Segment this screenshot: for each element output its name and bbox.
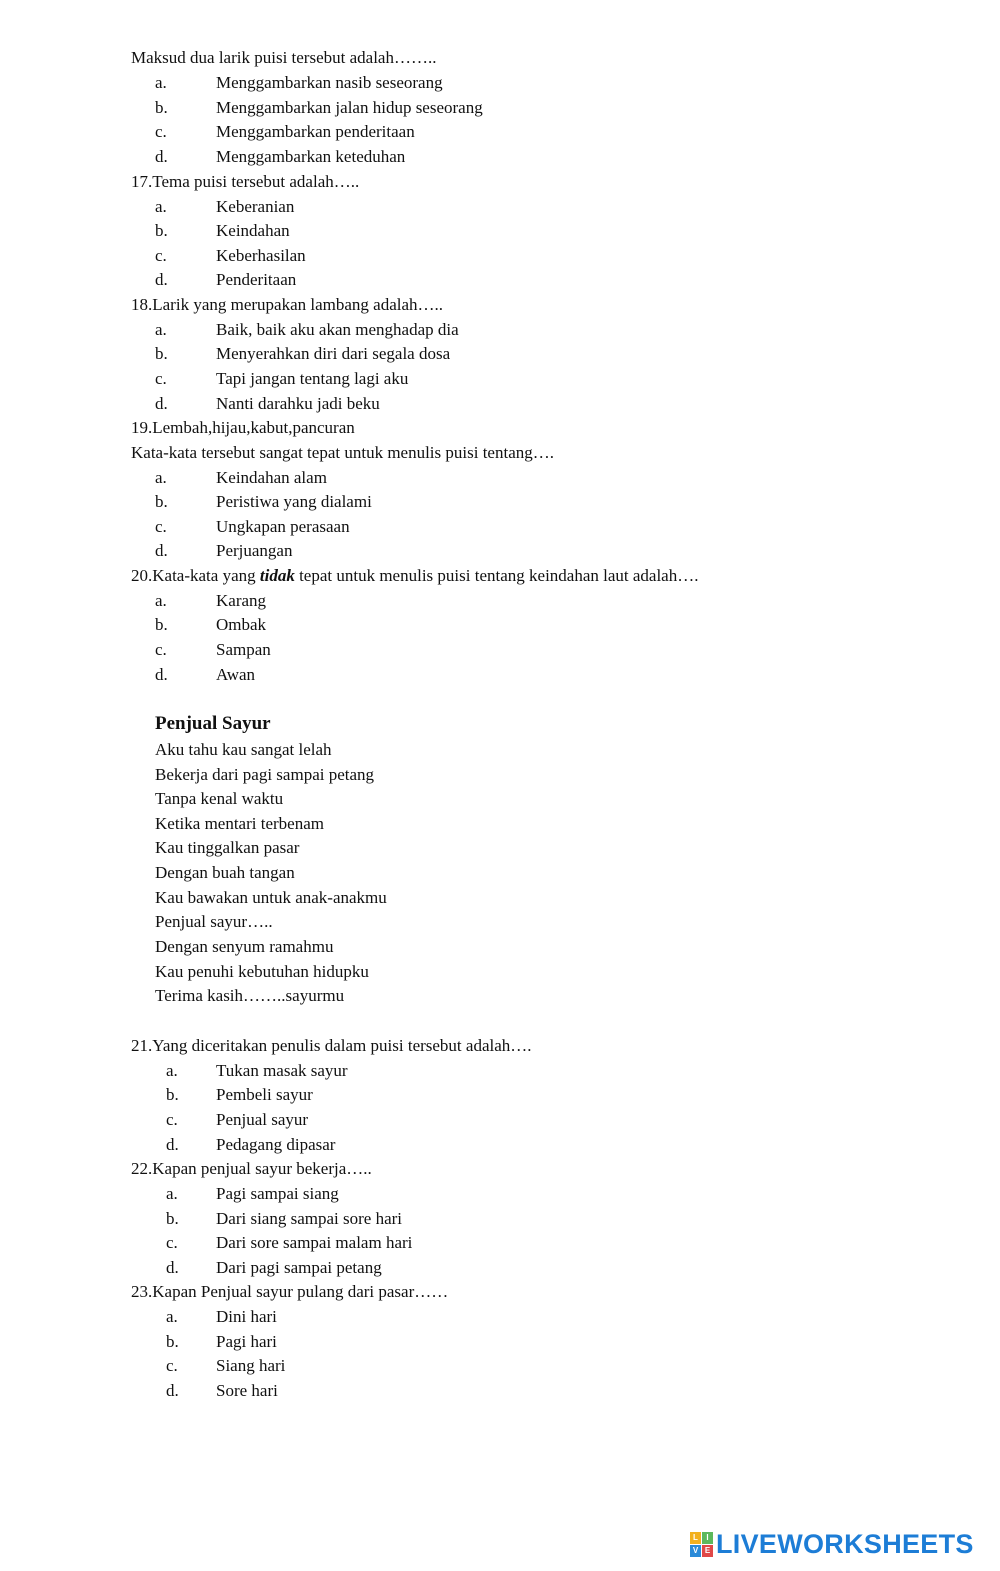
poem-line: Terima kasih……..sayurmu bbox=[155, 986, 345, 1005]
poem-line: Kau bawakan untuk anak-anakmu bbox=[155, 888, 387, 907]
question-17: 17.Tema puisi tersebut adalah….. bbox=[131, 172, 360, 191]
option-text: Tapi jangan tentang lagi aku bbox=[216, 369, 409, 388]
option-letter: b. bbox=[155, 221, 168, 240]
option-text: Awan bbox=[216, 665, 256, 684]
option-text: Dini hari bbox=[216, 1307, 277, 1326]
option-text: Menggambarkan jalan hidup seseorang bbox=[216, 98, 483, 117]
option-letter: c. bbox=[155, 640, 167, 659]
question-20-prefix: 20.Kata-kata yang bbox=[131, 566, 260, 585]
logo-mark-tile: I bbox=[702, 1532, 713, 1544]
question-21: 21.Yang diceritakan penulis dalam puisi tersebut adalah…. bbox=[131, 1036, 532, 1055]
option-text: Peristiwa yang dialami bbox=[216, 492, 372, 511]
logo-mark-tile: E bbox=[702, 1545, 713, 1557]
question-18: 18.Larik yang merupakan lambang adalah….. bbox=[131, 295, 444, 314]
option-letter: a. bbox=[155, 320, 167, 339]
option-text: Keindahan alam bbox=[216, 468, 327, 487]
question-intro: Maksud dua larik puisi tersebut adalah…….. bbox=[131, 48, 437, 67]
option-text: Dari siang sampai sore hari bbox=[216, 1209, 402, 1228]
option-text: Ombak bbox=[216, 615, 267, 634]
poem-line: Dengan senyum ramahmu bbox=[155, 937, 334, 956]
option-letter: c. bbox=[155, 246, 167, 265]
option-letter: d. bbox=[155, 147, 168, 166]
logo-mark-tile: V bbox=[690, 1545, 701, 1557]
option-letter: c. bbox=[155, 369, 167, 388]
option-text: Dari pagi sampai petang bbox=[216, 1258, 382, 1277]
option-letter: b. bbox=[166, 1085, 179, 1104]
option-letter: a. bbox=[166, 1307, 178, 1326]
option-letter: a. bbox=[155, 468, 167, 487]
option-text: Pedagang dipasar bbox=[216, 1135, 336, 1154]
option-letter: c. bbox=[166, 1356, 178, 1375]
option-text: Ungkapan perasaan bbox=[216, 517, 350, 536]
option-text: Menyerahkan diri dari segala dosa bbox=[216, 344, 451, 363]
question-20-suffix: tepat untuk menulis puisi tentang keindahan laut adalah…. bbox=[294, 566, 699, 585]
option-letter: a. bbox=[166, 1061, 178, 1080]
option-text: Menggambarkan nasib seseorang bbox=[216, 73, 443, 92]
option-letter: d. bbox=[155, 270, 168, 289]
option-letter: c. bbox=[166, 1110, 178, 1129]
option-letter: d. bbox=[166, 1381, 179, 1400]
option-letter: b. bbox=[155, 615, 168, 634]
question-23: 23.Kapan Penjual sayur pulang dari pasar…… bbox=[131, 1282, 449, 1301]
option-letter: a. bbox=[155, 591, 167, 610]
question-19: 19.Lembah,hijau,kabut,pancuran bbox=[131, 418, 355, 437]
option-letter: d. bbox=[166, 1258, 179, 1277]
option-letter: b. bbox=[155, 492, 168, 511]
option-letter: b. bbox=[155, 98, 168, 117]
option-letter: c. bbox=[155, 122, 167, 141]
poem-line: Kau penuhi kebutuhan hidupku bbox=[155, 962, 369, 981]
option-letter: b. bbox=[155, 344, 168, 363]
option-text: Penderitaan bbox=[216, 270, 297, 289]
option-text: Pembeli sayur bbox=[216, 1085, 313, 1104]
option-letter: a. bbox=[166, 1184, 178, 1203]
question-20 bbox=[131, 566, 698, 586]
option-text: Keberanian bbox=[216, 197, 295, 216]
option-text: Siang hari bbox=[216, 1356, 286, 1375]
poem-line: Aku tahu kau sangat lelah bbox=[155, 740, 332, 759]
option-text: Sore hari bbox=[216, 1381, 278, 1400]
liveworksheets-logo[interactable] bbox=[690, 1530, 974, 1558]
poem-line: Ketika mentari terbenam bbox=[155, 814, 324, 833]
option-letter: d. bbox=[155, 394, 168, 413]
option-letter: d. bbox=[155, 665, 168, 684]
option-letter: d. bbox=[155, 541, 168, 560]
option-text: Baik, baik aku akan menghadap dia bbox=[216, 320, 459, 339]
option-text: Menggambarkan keteduhan bbox=[216, 147, 406, 166]
option-text: Tukan masak sayur bbox=[216, 1061, 348, 1080]
option-letter: c. bbox=[155, 517, 167, 536]
option-text: Menggambarkan penderitaan bbox=[216, 122, 415, 141]
poem-title: Penjual Sayur bbox=[155, 713, 271, 734]
option-text: Pagi sampai siang bbox=[216, 1184, 339, 1203]
option-text: Pagi hari bbox=[216, 1332, 277, 1351]
option-text: Penjual sayur bbox=[216, 1110, 309, 1129]
option-letter: a. bbox=[155, 73, 167, 92]
option-text: Nanti darahku jadi beku bbox=[216, 394, 380, 413]
option-text: Keindahan bbox=[216, 221, 290, 240]
poem-line: Tanpa kenal waktu bbox=[155, 789, 284, 808]
question-19-subtext: Kata-kata tersebut sangat tepat untuk menulis puisi tentang…. bbox=[131, 443, 554, 462]
question-20-emphasis: tidak bbox=[259, 566, 295, 585]
logo-mark-icon bbox=[690, 1532, 713, 1557]
option-letter: d. bbox=[166, 1135, 179, 1154]
question-22: 22.Kapan penjual sayur bekerja….. bbox=[131, 1159, 372, 1178]
option-letter: a. bbox=[155, 197, 167, 216]
option-text: Keberhasilan bbox=[216, 246, 306, 265]
option-letter: b. bbox=[166, 1209, 179, 1228]
option-text: Sampan bbox=[216, 640, 271, 659]
poem-line: Dengan buah tangan bbox=[155, 863, 295, 882]
poem-line: Kau tinggalkan pasar bbox=[155, 838, 300, 857]
logo-mark-tile: L bbox=[690, 1532, 701, 1544]
option-text: Karang bbox=[216, 591, 267, 610]
option-text: Perjuangan bbox=[216, 541, 293, 560]
poem-line: Penjual sayur….. bbox=[155, 912, 273, 931]
option-letter: b. bbox=[166, 1332, 179, 1351]
logo-text: LIVEWORKSHEETS bbox=[716, 1528, 974, 1559]
option-letter: c. bbox=[166, 1233, 178, 1252]
option-text: Dari sore sampai malam hari bbox=[216, 1233, 413, 1252]
poem-line: Bekerja dari pagi sampai petang bbox=[155, 765, 375, 784]
